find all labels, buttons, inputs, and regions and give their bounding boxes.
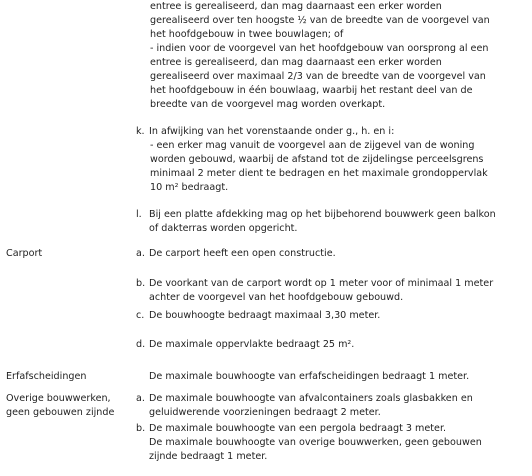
- item-k-line: 10 m² bedraagt.: [150, 182, 229, 193]
- continuation-line: breedte van de voorgevel mag worden overkapt.: [150, 99, 386, 110]
- overige-a-line: geluidwerende voorzieningen bedraagt 2 meter.: [149, 407, 381, 418]
- carport-b-line: De voorkant van de carport wordt op 1 meter voor of minimaal 1 meter: [149, 278, 494, 289]
- item-k-line: In afwijking van het vorenstaande onder g., h. en i:: [149, 126, 395, 137]
- item-k-line: - een erker mag vanuit de voorgevel aan de zijgevel van de woning: [150, 140, 475, 151]
- carport-c-line: De bouwhoogte bedraagt maximaal 3,30 meter.: [149, 310, 381, 321]
- item-k-line: worden gebouwd, waarbij de afstand tot de zijdelingse perceelsgrens: [150, 154, 484, 165]
- continuation-line: het hoofdgebouw in twee bouwlagen; of: [150, 29, 344, 40]
- overige-marker-a: a.: [136, 393, 145, 404]
- carport-d-line: De maximale oppervlakte bedraagt 25 m².: [149, 339, 355, 350]
- item-marker-l: l.: [136, 209, 142, 220]
- carport-marker-c: c.: [136, 310, 145, 321]
- item-k-line: minimaal 2 meter dient te bedragen en het maximale grondoppervlak: [150, 168, 488, 179]
- section-label-carport: Carport: [6, 248, 43, 259]
- continuation-line: entree is gerealiseerd, dan mag daarnaast een erker worden: [150, 57, 442, 68]
- section-label-erfafscheidingen: Erfafscheidingen: [6, 371, 87, 382]
- erf-line: De maximale bouwhoogte van erfafscheidingen bedraagt 1 meter.: [149, 371, 470, 382]
- continuation-line: entree is gerealiseerd, dan mag daarnaast een erker worden: [150, 1, 442, 12]
- carport-marker-d: d.: [136, 339, 146, 350]
- overige-b-line: zijnde bedraagt 1 meter.: [149, 451, 268, 462]
- continuation-line: - indien voor de voorgevel van het hoofdgebouw van oorsprong al een: [150, 43, 489, 54]
- continuation-line: het hoofdgebouw in één bouwlaag, waarbij het restant deel van de: [150, 85, 473, 96]
- overige-b-line: De maximale bouwhoogte van een pergola bedraagt 3 meter.: [149, 423, 447, 434]
- item-marker-k: k.: [136, 126, 145, 137]
- carport-marker-b: b.: [136, 278, 146, 289]
- continuation-line: gerealiseerd over maximaal 2/3 van de breedte van de voorgevel van: [150, 71, 486, 82]
- overige-a-line: De maximale bouwhoogte van afvalcontainers zoals glasbakken en: [149, 393, 473, 404]
- overige-b-line: De maximale bouwhoogte van overige bouwwerken, geen gebouwen: [149, 437, 482, 448]
- overige-marker-b: b.: [136, 423, 146, 434]
- carport-marker-a: a.: [136, 248, 145, 259]
- item-l-line: of dakterras worden opgericht.: [149, 223, 298, 234]
- carport-a-line: De carport heeft een open constructie.: [149, 248, 336, 259]
- continuation-line: gerealiseerd over ten hoogste ½ van de breedte van de voorgevel van: [150, 15, 490, 26]
- carport-b-line: achter de voorgevel van het hoofdgebouw gebouwd.: [149, 292, 404, 303]
- item-l-line: Bij een platte afdekking mag op het bijbehorend bouwwerk geen balkon: [149, 209, 496, 220]
- section-label-overige: Overige bouwwerken,: [6, 393, 111, 404]
- section-label-overige: geen gebouwen zijnde: [6, 407, 115, 418]
